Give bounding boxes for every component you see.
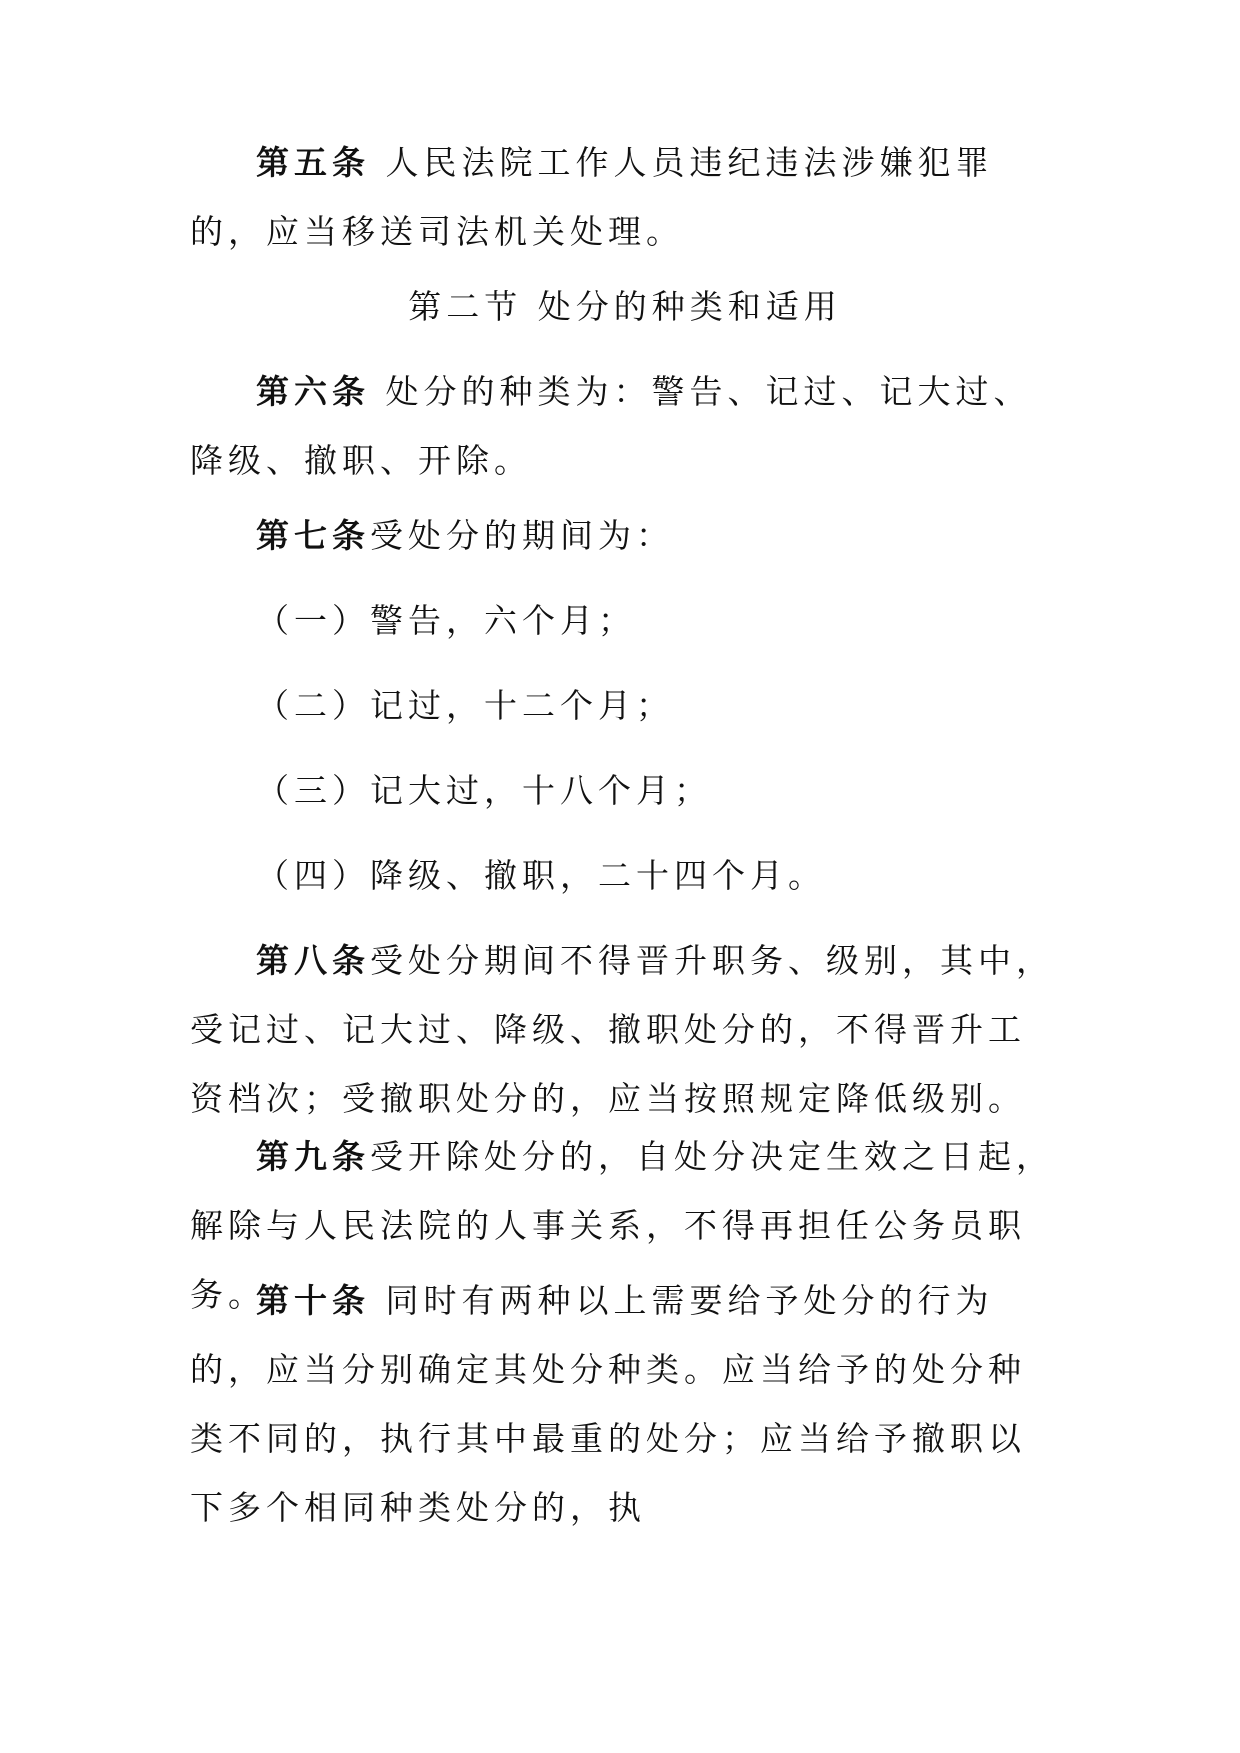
article-7-item-3: （三）记大过，十八个月；	[256, 771, 712, 810]
article-6-label: 第六条	[256, 372, 370, 411]
article-8	[190, 926, 1060, 1133]
article-5-label: 第五条	[256, 143, 370, 182]
article-8-text: 受处分期间不得晋升职务、级别，其中，受记过、记大过、降级、撤职处分的，不得晋升工资档次；受撤职处分的，应当按照规定降低级别。	[190, 941, 1054, 1118]
article-7-label: 第七条	[256, 516, 370, 555]
article-9-text: 受开除处分的，自处分决定生效之日起，解除与人民法院的人事关系，不得再担任公务员职务。	[190, 1137, 1054, 1314]
article-7-text: 受处分的期间为：	[370, 516, 674, 555]
article-7	[190, 501, 1060, 570]
article-10	[190, 1266, 1060, 1542]
section-2-heading: 第二节 处分的种类和适用	[408, 287, 842, 326]
article-5-text: 人民法院工作人员违纪违法涉嫌犯罪的，应当移送司法机关处理。	[190, 143, 994, 251]
article-6	[190, 357, 1060, 495]
article-9-label: 第九条	[256, 1137, 370, 1176]
article-10-text: 同时有两种以上需要给予处分的行为的，应当分别确定其处分种类。应当给予的处分种类不同的，执行其中最重的处分；应当给予撤职以下多个相同种类处分的，执	[190, 1281, 1026, 1527]
article-8-label: 第八条	[256, 941, 370, 980]
article-7-item-1: （一）警告，六个月；	[256, 601, 636, 640]
article-7-item-4: （四）降级、撤职，二十四个月。	[256, 856, 826, 895]
article-7-item-2: （二）记过，十二个月；	[256, 686, 674, 725]
article-5	[190, 128, 1060, 266]
article-6-text: 处分的种类为：警告、记过、记大过、降级、撤职、开除。	[190, 372, 1032, 480]
article-10-label: 第十条	[256, 1281, 370, 1320]
